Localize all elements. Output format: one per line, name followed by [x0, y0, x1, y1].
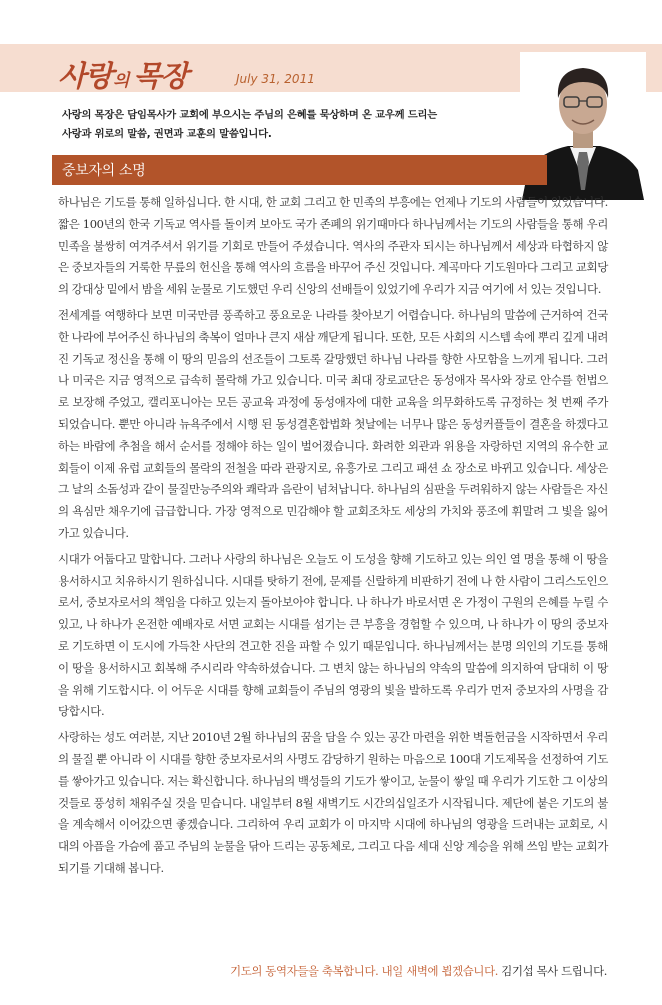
closing-message: 기도의 동역자들을 축복합니다. 내일 새벽에 뵙겠습니다. [230, 964, 499, 978]
article-paragraph: 사랑하는 성도 여러분, 지난 2010년 2월 하나님의 꿈을 담을 수 있는 공간 마련을 위한 벽돌헌금을 시작하면서 우리의 물질 뿐 아니라 이 시대를 향한 중보자로서의 사명도 감당하기 원하는 마음으로 100대 기도제목을 선정하여 기도를 쌓아가고 있습니다. 저는 확신합니다. 하나님의 백성들의 기도가 쌓이고, 눈물이 쌓일 때 우리가 기도한 그 이상의 것들로 풍성히 채워주실 것을 믿습니다. 내일부터 8월 새벽기도 시간의십일조가 시작됩니다. 제단에 붙은 기도의 불을 계속해서 이어갔으면 좋겠습니다. 그리하여 우리 교회가 이 마지막 시대에 하나님의 영광을 드러내는 교회로, 시대의 아픔을 가슴에 품고 주님의 눈물을 닦아 드리는 공동체로, 그리고 다음 세대 신앙 계승을 위해 쓰임 받는 교회가 되기를 기대해 봅니다. [58, 730, 608, 875]
intro-text [62, 106, 518, 144]
masthead-title [58, 54, 188, 94]
intro-line-2: 사랑과 위로의 말씀, 권면과 교훈의 말씀입니다. [62, 128, 272, 140]
article-paragraph: 하나님은 기도를 통해 일하십니다. 한 시대, 한 교회 그리고 한 민족의 부흥에는 언제나 기도의 사람들이 있었습니다. 짧은 100년의 한국 기독교 역사를 돌이켜 보아도 국가 존폐의 위기때마다 하나님께서는 기도의 사람들을 통해 우리 민족을 불쌍히 여겨주셔서 위기를 기회로 만들어 주셨습니다. 역사의 주관자 되시는 하나님께서 세상과 타협하지 않은 중보자들의 거룩한 무릎의 헌신을 통해 역사의 흐름을 바꾸어 주신 것입니다. 계곡마다 기도원마다 그리고 교회당의 강대상 밑에서 밤을 세워 눈물로 기도했던 우리 신앙의 선배들이 있었기에 우리가 지금 여기에 서 있는 것입니다. [58, 195, 608, 297]
masthead-title-part1: 사랑 [58, 59, 113, 93]
closing-signature: 김기섭 목사 드립니다. [501, 964, 607, 978]
intro-line-1: 사랑의 목장은 담임목사가 교회에 부으시는 주님의 은혜를 묵상하며 온 교우께 드리는 [62, 109, 437, 121]
closing-line [230, 963, 607, 979]
issue-date: July 31, 2011 [236, 72, 315, 86]
article-paragraph: 전세계를 여행하다 보면 미국만큼 풍족하고 풍요로운 나라를 찾아보기 어렵습니다. 하나님의 말씀에 근거하여 건국한 나라에 부어주신 하나님의 축복이 얼마나 큰지 새삼 깨닫게 됩니다. 또한, 모든 사회의 시스템 속에 뿌리 깊게 내려진 기독교 정신을 통해 이 땅의 믿음의 선조들이 그토록 갈망했던 하나님 나라를 향한 사모함을 느끼게 됩니다. 그러나 미국은 지금 영적으로 급속히 몰락해 가고 있습니다. 미국 최대 장로교단은 동성애자 목사와 장로 안수를 헌법으로 보장해 주었고, 캘리포니아는 모든 공교육 과정에 동성애자에 대한 교육을 의무화하도록 규정하는 첫 번째 주가 되었습니다. 뿐만 아니라 뉴욕주에서 시행 된 동성결혼합법화 첫날에는 너무나 많은 동성커플들이 결혼을 하겠다고 하는 바람에 추첨을 해서 순서를 정해야 하는 일이 벌어졌습니다. 화려한 외관과 위용을 자랑하던 지역의 유수한 교회들이 이제 유럽 교회들의 몰락의 전철을 따라 관광지로, 유흥가로 그리고 패션 쇼 장소로 바뀌고 있습니다. 세상은 그 날의 소돔성과 같이 물질만능주의와 쾌락과 음란이 넘쳐납니다. 하나님의 심판을 두려워하지 않는 사람들은 자신의 욕심만 채우기에 급급합니다. 가장 영적으로 민감해야 할 교회조차도 세상의 가치와 풍조에 휘말려 그 빛을 잃어가고 있습니다. [58, 307, 608, 540]
article-body [58, 192, 608, 884]
masthead-title-part2: 의 [113, 71, 130, 91]
section-title: 중보자의 소명 [62, 163, 146, 179]
article-paragraph: 시대가 어둡다고 말합니다. 그러나 사랑의 하나님은 오늘도 이 도성을 향해 기도하고 있는 의인 열 명을 통해 이 땅을 용서하시고 치유하시기 원하십니다. 시대를 탓하기 전에, 문제를 신랄하게 비판하기 전에 나 한 사람이 그리스도인으로서, 중보자로서의 책임을 다하고 있는지 돌아보아야 합니다. 나 하나가 바로서면 온 가정이 구원의 은혜를 누릴 수 있고, 나 하나가 온전한 예배자로 서면 교회는 시대를 섬기는 큰 부흥을 경험할 수 있으며, 나 하나가 이 땅의 중보자로 기도하면 이 도시에 가득찬 사단의 견고한 진을 파할 수 있기 때문입니다. 하나님께서는 분명 의인의 기도를 통해 이 땅을 용서하시고 회복해 주시리라 약속하셨습니다. 그 변치 않는 하나님의 약속의 말씀에 의지하여 담대히 이 땅을 위해 기도합시다. 이 어두운 시대를 향해 교회들이 주님의 영광의 빛을 발하도록 우리가 먼저 중보자의 사명을 감당합시다. [58, 551, 608, 719]
masthead-title-part3: 목장 [133, 59, 188, 93]
